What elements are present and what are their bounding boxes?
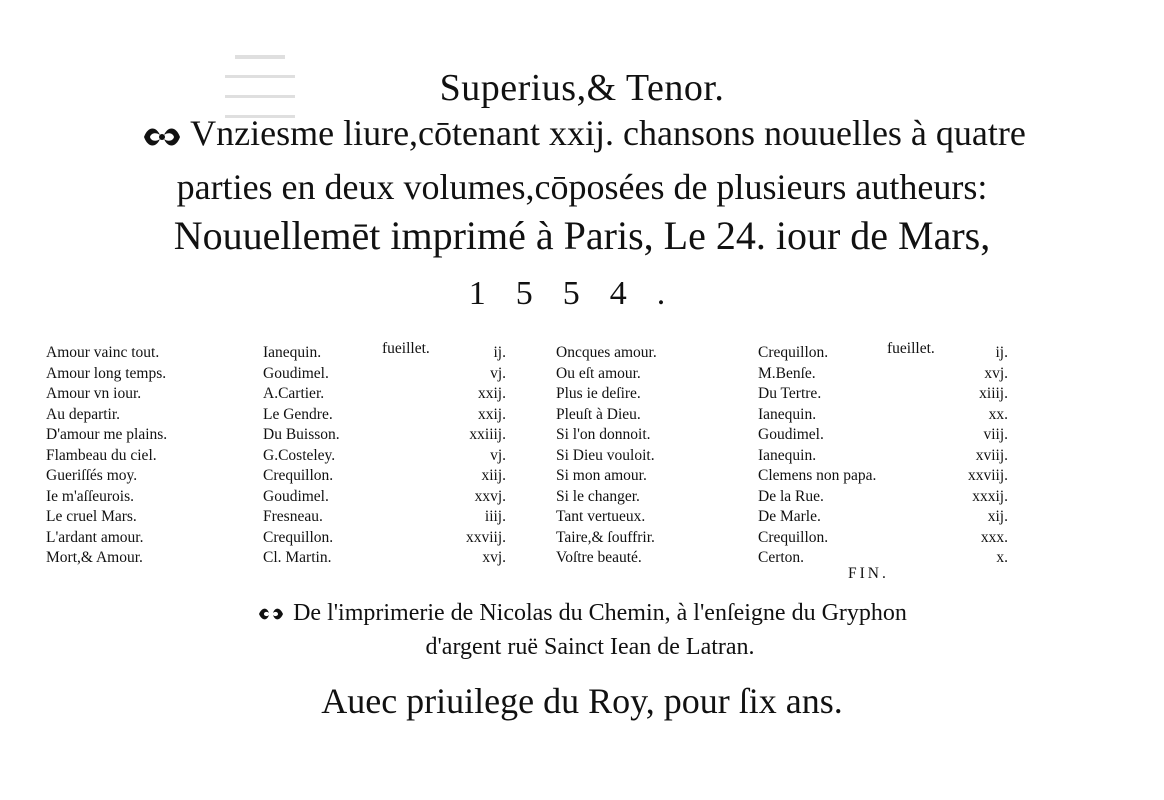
song-composer: A.Cartier. [263, 385, 325, 402]
song-title: Amour vainc tout. [46, 344, 160, 361]
song-folio: xxxij. [972, 487, 1008, 505]
song-folio: xxx. [980, 528, 1008, 546]
imprint-line-1-text: De l'imprimerie de Nicolas du Chemin, à l'enſeigne du Gryphon [293, 600, 907, 626]
song-composer: Crequillon. [263, 528, 334, 546]
song-folio: xvj. [984, 364, 1008, 382]
song-folio: vj. [490, 364, 506, 382]
song-folio: xxviij. [465, 528, 506, 546]
title-line-3: Nouuellemēt imprimé à Paris, Le 24. iour de Mars, [173, 213, 991, 258]
song-title: Taire,& ſouffrir. [556, 528, 655, 546]
song-composer: Goudimel. [263, 364, 329, 382]
song-title: Le cruel Mars. [46, 508, 137, 525]
song-composer: Du Tertre. [758, 385, 822, 402]
song-folio: xx. [988, 405, 1008, 423]
song-title: Si l'on donnoit. [556, 426, 651, 443]
imprint-year: 1554. [468, 275, 696, 312]
song-title: Amour long temps. [46, 364, 167, 382]
privilege-line: Auec priuilege du Roy, pour ſix ans. [321, 681, 843, 721]
song-folio: xij. [987, 508, 1008, 525]
song-folio: ij. [995, 344, 1008, 361]
song-title: Si le changer. [556, 487, 640, 505]
folio-label-left: fueillet. [382, 340, 430, 357]
song-composer: Crequillon. [758, 528, 829, 546]
song-title: Mort,& Amour. [46, 549, 143, 566]
song-title: Ou eſt amour. [556, 364, 641, 382]
imprint-line-2: d'argent ruë Sainct Iean de Latran. [425, 634, 755, 660]
song-title: Amour vn iour. [46, 385, 142, 402]
song-folio: xxvj. [474, 487, 506, 505]
song-composer: G.Costeley. [263, 446, 336, 464]
song-folio: viij. [983, 426, 1008, 443]
song-composer: Goudimel. [758, 426, 824, 443]
song-composer: De Marle. [758, 508, 821, 525]
song-folio: iiij. [484, 508, 506, 525]
song-composer: Goudimel. [263, 487, 329, 505]
song-folio: xxiiij. [469, 426, 506, 443]
song-title: Ie m'aſſeurois. [46, 487, 135, 505]
title-line-1 [44, 112, 1124, 154]
song-composer: Ianequin. [758, 446, 817, 464]
song-title: Voſtre beauté. [556, 549, 642, 566]
song-folio: xviij. [975, 446, 1008, 464]
song-folio: x. [996, 549, 1008, 566]
song-composer: Clemens non papa. [758, 467, 877, 484]
song-title: D'amour me plains. [46, 426, 168, 443]
song-folio: xvj. [482, 549, 506, 566]
song-composer: M.Benſe. [758, 364, 816, 382]
song-composer: Le Gendre. [263, 405, 333, 423]
song-title: L'ardant amour. [46, 528, 144, 546]
voice-heading: Superius,& Tenor. [439, 67, 725, 109]
song-composer: De la Rue. [758, 487, 824, 505]
song-composer: Fresneau. [263, 508, 323, 525]
folio-label-right: fueillet. [887, 340, 935, 357]
song-title: Gueriſſés moy. [46, 467, 138, 484]
fleuron-small-icon [257, 605, 285, 623]
imprint-line-1 [0, 600, 1164, 627]
song-title: Oncques amour. [556, 344, 657, 361]
song-folio: vj. [490, 446, 506, 464]
song-folio: xxviij. [967, 467, 1008, 484]
song-composer: Crequillon. [263, 467, 334, 484]
song-folio: xxij. [478, 385, 506, 402]
song-composer: Ianequin. [758, 405, 817, 423]
title-line-2: parties en deux volumes,cōposées de plusieurs autheurs: [176, 167, 988, 207]
song-title: Flambeau du ciel. [46, 446, 157, 464]
song-composer: Cl. Martin. [263, 549, 332, 566]
song-folio: xxij. [478, 405, 506, 423]
song-folio: ij. [493, 344, 506, 361]
song-title: Si Dieu vouloit. [556, 446, 655, 464]
fleuron-icon [142, 124, 182, 150]
song-title: Pleuſt à Dieu. [556, 405, 641, 423]
song-composer: Certon. [758, 549, 805, 566]
title-line-1-text: Vnziesme liure,cōtenant xxij. chansons nouuelles à quatre [190, 113, 1026, 153]
song-title: Plus ie deſire. [556, 385, 641, 402]
song-title: Tant vertueux. [556, 508, 646, 525]
song-composer: Du Buisson. [263, 426, 340, 443]
fin-mark: FIN. [848, 565, 889, 582]
song-title: Au departir. [46, 405, 121, 423]
song-folio: xiij. [481, 467, 506, 484]
song-composer: Ianequin. [263, 344, 322, 361]
song-folio: xiiij. [979, 385, 1008, 402]
song-composer: Crequillon. [758, 344, 829, 361]
song-title: Si mon amour. [556, 467, 647, 484]
